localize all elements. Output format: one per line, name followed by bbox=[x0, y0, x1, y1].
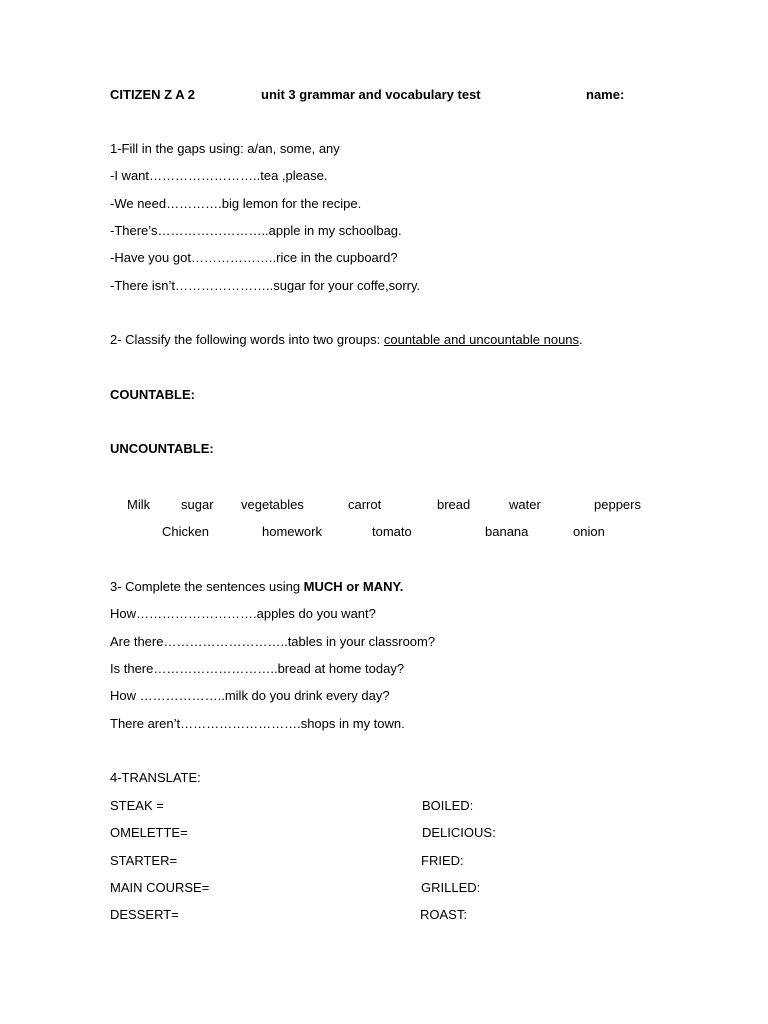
translate-term: STEAK = bbox=[110, 798, 164, 813]
word-item: sugar bbox=[181, 497, 214, 512]
section-3-item: Is there………………………..bread at home today? bbox=[110, 661, 405, 676]
section-2-heading-underlined: countable and uncountable nouns bbox=[383, 332, 580, 347]
section-2-heading-prefix: 2- Classify the following words into two groups: bbox=[110, 332, 384, 347]
word-item: Chicken bbox=[162, 524, 209, 539]
section-1-heading: 1-Fill in the gaps using: a/an, some, any bbox=[110, 141, 340, 156]
section-1-item: -We need………….big lemon for the recipe. bbox=[110, 196, 362, 211]
uncountable-label: UNCOUNTABLE: bbox=[110, 441, 214, 456]
section-3-item: There aren’t……………………….shops in my town. bbox=[110, 716, 405, 731]
word-item: onion bbox=[573, 524, 605, 539]
word-item: Milk bbox=[127, 497, 151, 512]
section-3-heading-bold: MUCH or MANY. bbox=[303, 579, 404, 594]
section-1-item: -I want……………………..tea ,please. bbox=[110, 168, 328, 183]
section-3-heading-prefix: 3- Complete the sentences using bbox=[110, 579, 304, 594]
word-item: peppers bbox=[594, 497, 641, 512]
translate-term: OMELETTE= bbox=[110, 825, 188, 840]
section-1-item: -There isn’t…………………..sugar for your coffe,sorry. bbox=[110, 278, 421, 293]
word-item: water bbox=[509, 497, 541, 512]
word-item: homework bbox=[262, 524, 322, 539]
translate-term: STARTER= bbox=[110, 853, 178, 868]
translate-term: FRIED: bbox=[421, 853, 464, 868]
section-2-heading-suffix: . bbox=[579, 332, 583, 347]
section-1-item: -Have you got………………..rice in the cupboard? bbox=[110, 250, 398, 265]
section-3-item: How ………………..milk do you drink every day? bbox=[110, 688, 390, 703]
word-item: vegetables bbox=[241, 497, 304, 512]
translate-term: BOILED: bbox=[422, 798, 474, 813]
student-name-label: name: bbox=[586, 87, 625, 102]
translate-term: GRILLED: bbox=[421, 880, 481, 895]
test-title: unit 3 grammar and vocabulary test bbox=[261, 87, 481, 102]
course-name: CITIZEN Z A 2 bbox=[110, 87, 195, 102]
translate-term: MAIN COURSE= bbox=[110, 880, 210, 895]
section-3-heading bbox=[110, 579, 403, 595]
translate-term: ROAST: bbox=[420, 907, 467, 922]
section-2-heading bbox=[110, 332, 583, 348]
section-3-item: How……………………….apples do you want? bbox=[110, 606, 376, 621]
word-item: carrot bbox=[348, 497, 382, 512]
section-3-item: Are there………………………..tables in your classroom? bbox=[110, 634, 436, 649]
translate-term: DELICIOUS: bbox=[422, 825, 496, 840]
section-1-item: -There’s……………………..apple in my schoolbag. bbox=[110, 223, 402, 238]
countable-label: COUNTABLE: bbox=[110, 387, 195, 402]
word-item: banana bbox=[485, 524, 529, 539]
word-item: tomato bbox=[372, 524, 412, 539]
word-item: bread bbox=[437, 497, 471, 512]
section-4-heading: 4-TRANSLATE: bbox=[110, 770, 201, 785]
translate-term: DESSERT= bbox=[110, 907, 179, 922]
